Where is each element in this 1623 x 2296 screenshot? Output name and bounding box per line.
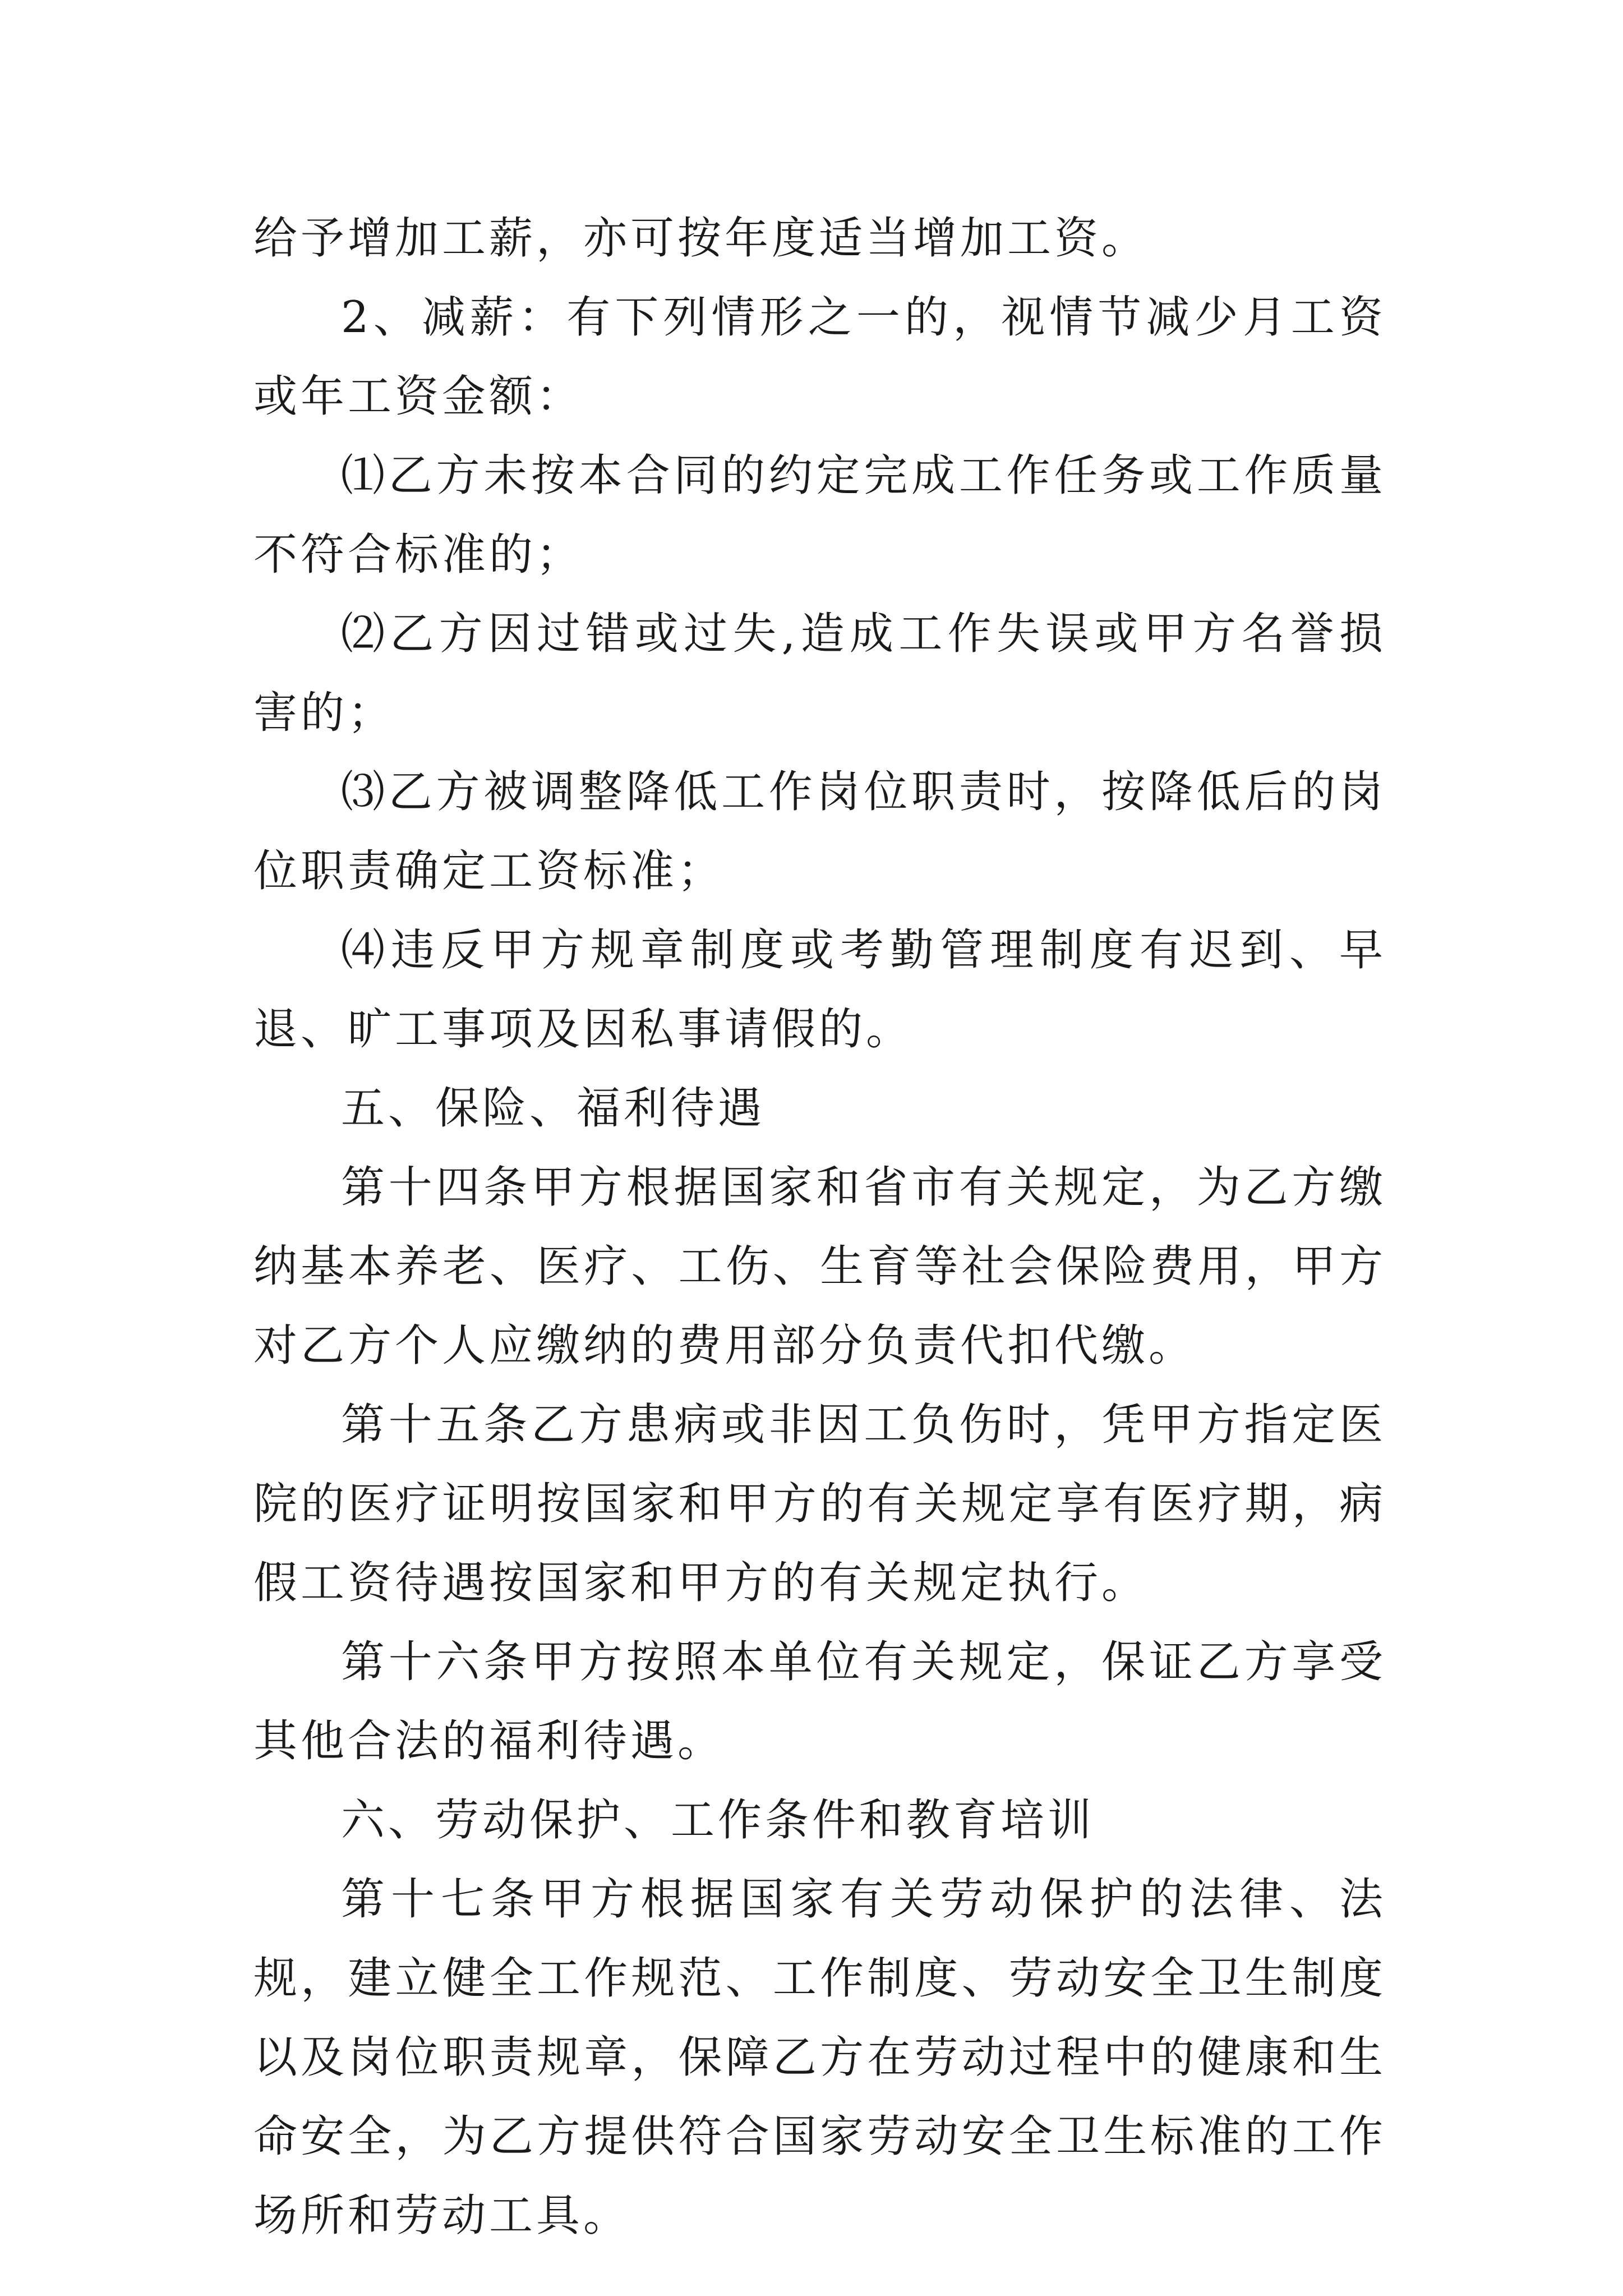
paragraph-1: 给予增加工薪，亦可按年度适当增加工资。: [253, 213, 1149, 264]
paragraph-5: ⑶乙方被调整降低工作岗位职责时，按降低后的岗位职责确定工资标准；: [253, 767, 1386, 896]
section-heading-5: 五、保险、福利待遇: [341, 1083, 766, 1134]
document-body: [253, 199, 1386, 2256]
paragraph-6: ⑷违反甲方规章制度或考勤管理制度有迟到、早退、旷工事项及因私事请假的。: [253, 925, 1386, 1055]
article-17: 第十七条甲方根据国家有关劳动保护的法律、法规，建立健全工作规范、工作制度、劳动安全卫生制度以及岗位职责规章，保障乙方在劳动过程中的健康和生命安全，为乙方提供符合国家劳动安全卫生标准的工作场所和劳动工具。: [253, 1874, 1386, 2241]
paragraph-2: 2、减薪：有下列情形之一的，视情节减少月工资或年工资金额：: [253, 292, 1386, 422]
paragraph-3: ⑴乙方未按本合同的约定完成工作任务或工作质量不符合标准的；: [253, 450, 1386, 580]
paragraph-4: ⑵乙方因过错或过失,造成工作失误或甲方名誉损害的；: [253, 609, 1386, 738]
section-heading-6: 六、劳动保护、工作条件和教育培训: [341, 1795, 1095, 1846]
article-15: 第十五条乙方患病或非因工负伤时，凭甲方指定医院的医疗证明按国家和甲方的有关规定享有医疗期，病假工资待遇按国家和甲方的有关规定执行。: [253, 1400, 1386, 1608]
article-14: 第十四条甲方根据国家和省市有关规定，为乙方缴纳基本养老、医疗、工伤、生育等社会保险费用，甲方对乙方个人应缴纳的费用部分负责代扣代缴。: [253, 1162, 1386, 1371]
article-16: 第十六条甲方按照本单位有关规定，保证乙方享受其他合法的福利待遇。: [253, 1637, 1386, 1766]
